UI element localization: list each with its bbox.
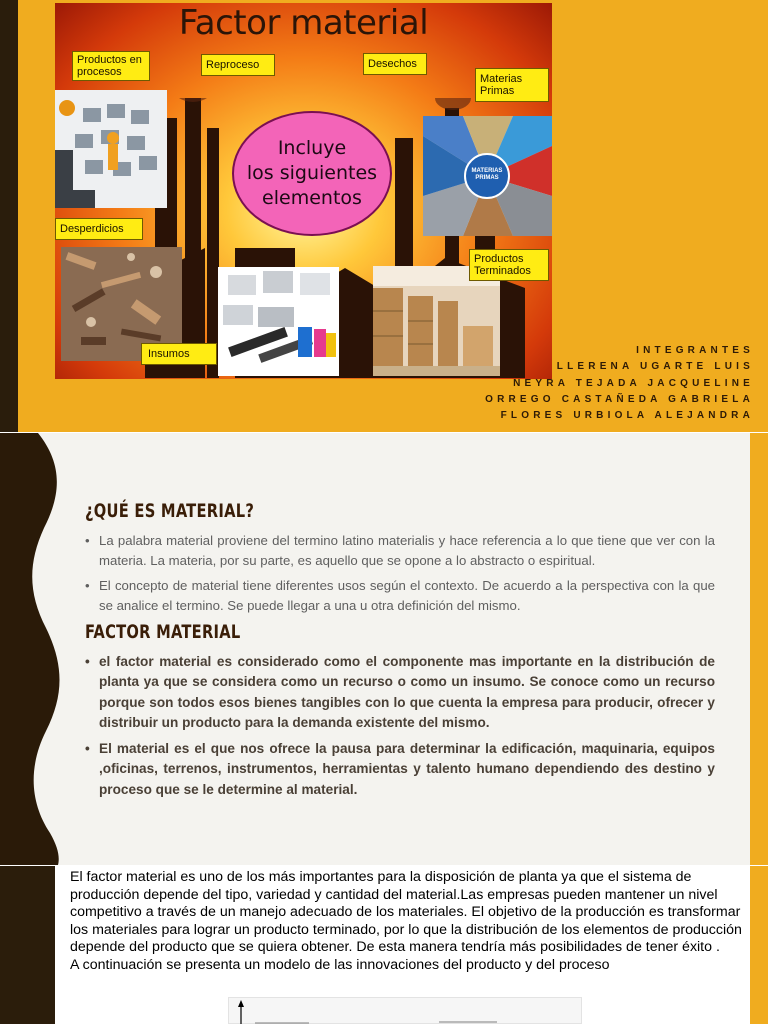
center-ellipse [232,111,392,236]
label-productos-line2: procesos [77,66,122,78]
heading-que-es-material: ¿QUÉ ES MATERIAL? [85,500,255,522]
member-name: FLORES URBIOLA ALEJANDRA [500,410,754,422]
label-reproceso: Reproceso [201,54,275,76]
slide-que-es-material [0,433,768,865]
list-item: • La palabra material proviene del termino latino materialis y hace referencia a lo que tiene que ver con la materia. La materia, por su parte, es aquello que se opone a lo abstracto o espiritual. [85,531,715,570]
label-productos-line1: Productos en [77,54,142,66]
materias-primas-badge [465,168,509,182]
label-terminados-line2: Terminados [474,265,531,277]
right-yellow-strip [750,433,768,865]
label-terminados-line1: Productos [474,253,524,265]
label-productos-en-procesos [72,51,150,81]
innovation-model-diagram [228,997,582,1024]
badge-line2: PRIMAS [475,175,499,181]
member-name: ORREGO CASTAÑEDA GABRIELA [485,393,754,405]
heading-factor-material: FACTOR MATERIAL [85,621,241,643]
label-productos-terminados [469,249,549,281]
factor-material-list [85,652,715,806]
team-members-list [485,343,754,424]
supplies-printers-image [218,267,339,376]
label-insumos: Insumos [141,343,217,365]
right-yellow-strip [750,866,768,1024]
label-materias-line1: Materias [480,73,523,85]
material-definition-list [85,531,715,621]
factor-material-paragraph [70,869,742,974]
badge-line1: MATERIAS [471,168,503,174]
ellipse-line2: los siguientes [246,162,378,184]
paragraph-body: El factor material es uno de los más importantes para la disposición de planta ya que el sistema de producción depende del tipo, variedad y cantidad del material.Las empresas pueden mantener un nivel competitivo a través de un manejo adecuado de los materiales. El objetivo de la producción es transformar los materiales para lograr un producto terminado, por lo que la distribución de los elementos de producción depende del producto que se quiera obtener. De esta manera tendría más posibilidades de tener éxito . [70,869,742,955]
paragraph-intro-line: A continuación se presenta un modelo de las innovaciones del producto y del proceso [70,956,610,973]
products-in-process-image [55,90,167,208]
left-dark-strip [0,0,18,432]
member-name: NEYRA TEJADA JACQUELINE [513,377,754,389]
list-item: • El concepto de material tiene diferentes usos según el contexto. De acuerdo a la perspectiva con la que se analice el termino. Se puede llegar a una u otra definición del mismo. [85,576,715,615]
slide-factor-material-text [0,866,768,1024]
raw-materials-image [423,116,552,236]
finished-products-warehouse-image [373,266,500,376]
list-item: • El material es el que nos ofrece la pausa para determinar la edificación, maquinaria, equipos ,oficinas, terrenos, instrumentos, herramientas y talento humano dependiendo des destino y proceso que se le determine al material. [85,739,715,800]
members-title: INTEGRANTES [636,345,754,356]
label-materias-line2: Primas [480,85,515,97]
ellipse-line3: elementos [262,187,362,209]
label-desechos: Desechos [363,53,427,75]
member-name: LLERENA UGARTE LUIS [556,361,754,373]
left-wave-decoration [0,433,90,865]
left-dark-strip [0,866,55,1024]
factor-material-collage [55,3,552,379]
list-item: • el factor material es considerado como el componente mas importante en la distribución de planta ya que se considera como un recurso o como un insumo. Se conoce como un recurso porque son todos esos bienes tangibles con lo que cuenta la empresa para producir, ofrecer y distribuir un producto para la demanda existente del mismo. [85,652,715,733]
ellipse-line1: Incluye [277,137,347,159]
label-materias-primas [475,68,549,102]
slide-factor-material-cover [0,0,768,432]
label-desperdicios: Desperdicios [55,218,143,240]
diagram-axis [229,998,583,1024]
collage-title: Factor material [178,3,429,43]
